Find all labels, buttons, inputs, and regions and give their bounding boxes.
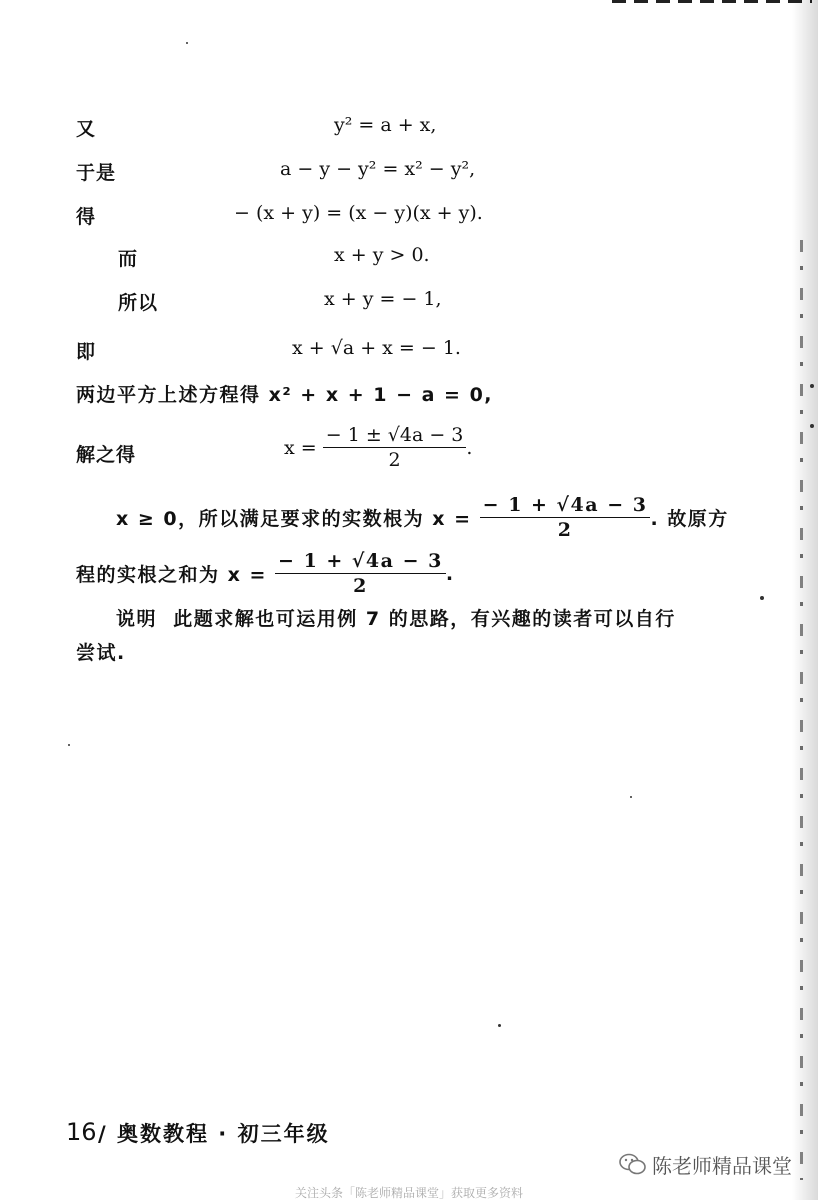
fraction (480, 494, 651, 541)
equation: y² = a + x, (334, 114, 437, 136)
equation (292, 337, 461, 359)
text-part: 程的实根之和为 x = (76, 564, 267, 586)
line-label: 所以 (118, 292, 159, 314)
scan-page-edge-line (800, 240, 803, 1180)
wechat-icon (618, 1152, 648, 1176)
text-part: . 故原方 (650, 508, 729, 530)
line-label: 又 (76, 118, 97, 140)
equation: − (x + y) = (x − y)(x + y). (234, 202, 483, 224)
line-label: 即 (76, 341, 97, 363)
page-number: 16 (66, 1118, 97, 1146)
scan-speck (810, 424, 814, 428)
fraction-denominator: 2 (557, 519, 573, 541)
conclusion-line-2 (76, 550, 455, 597)
book-title: / 奥数教程 · 初三年级 (98, 1122, 330, 1146)
scan-speck (498, 1024, 501, 1027)
scan-page-edge (792, 0, 818, 1200)
scan-edge-mark (612, 0, 812, 3)
equation-part: x = (284, 436, 317, 459)
fraction-numerator: − 1 + √4a − 3 (480, 494, 651, 518)
scan-speck (810, 384, 814, 388)
scan-speck (186, 42, 188, 44)
equation: a − y − y² = x² − y², (280, 158, 476, 180)
watermark-brand: 陈老师精品课堂 (652, 1154, 792, 1178)
note-paragraph (116, 604, 676, 631)
equation: x + y = − 1, (324, 288, 442, 310)
line-label: 于是 (76, 162, 117, 184)
fraction (323, 424, 467, 471)
note-text: 此题求解也可运用例 7 的思路，有兴趣的读者可以自行 (173, 608, 676, 630)
equation-part: . (466, 436, 473, 459)
conclusion-line-1 (116, 494, 729, 541)
note-heading: 说明 (116, 608, 158, 630)
scan-speck (760, 596, 764, 600)
fraction-denominator: 2 (353, 575, 368, 597)
fraction-numerator: − 1 ± √4a − 3 (323, 424, 467, 448)
line-label: 得 (76, 206, 97, 228)
text-part: . (445, 562, 455, 585)
derivation-sentence: 两边平方上述方程得 x² + x + 1 − a = 0, (76, 384, 494, 406)
equation-part: x + (292, 337, 331, 359)
line-label: 而 (118, 248, 139, 270)
fraction-numerator: − 1 + √4a − 3 (275, 550, 446, 574)
line-label: 解之得 (76, 444, 137, 466)
scan-speck (68, 744, 70, 746)
scan-speck (630, 796, 632, 798)
solution-equation (284, 424, 472, 471)
equation-part: = − 1. (392, 337, 461, 359)
watermark-footer: 关注头条「陈老师精品课堂」获取更多资料 (294, 1186, 523, 1200)
sqrt-expression: √a + x (330, 337, 393, 359)
fraction (275, 550, 446, 597)
fraction-denominator: 2 (388, 449, 401, 471)
text-part: x ≥ 0，所以满足要求的实数根为 x = (116, 508, 472, 530)
note-text-continued: 尝试. (76, 642, 126, 664)
equation: x + y > 0. (334, 244, 430, 266)
